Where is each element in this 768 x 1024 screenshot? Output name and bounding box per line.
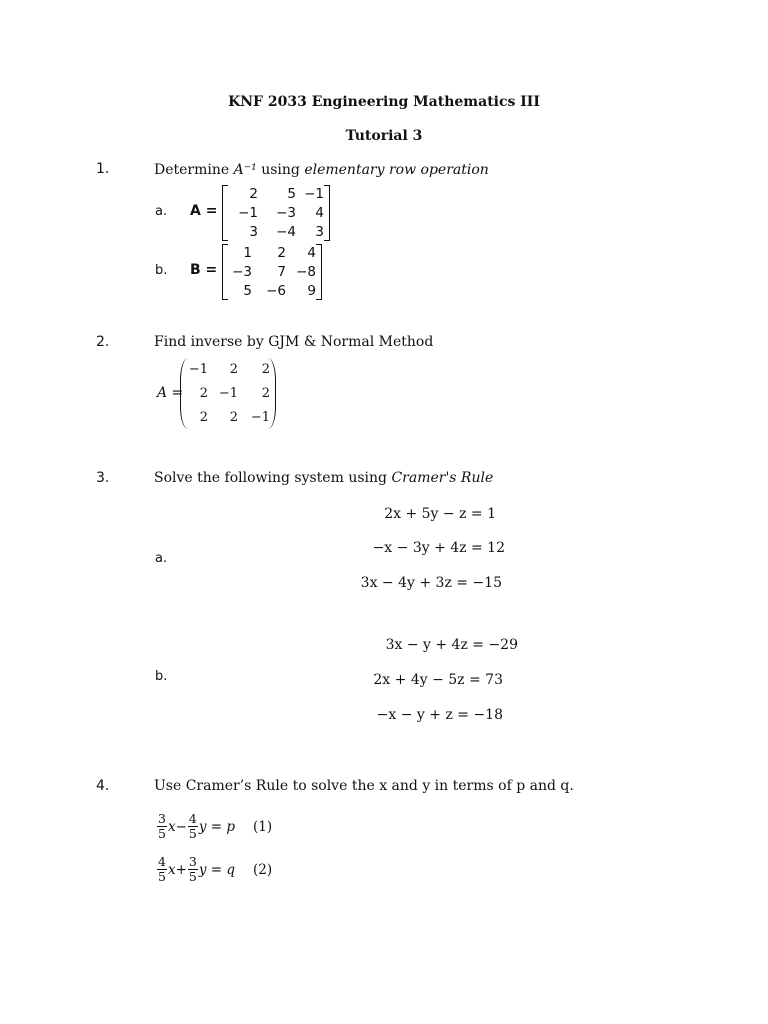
matrix-cell: 2	[199, 386, 208, 401]
term: x−	[167, 818, 187, 835]
q1a-matrix-name: A =	[190, 203, 218, 219]
matrix-cell: −8	[296, 264, 316, 280]
rhs: y = p	[198, 818, 236, 835]
numerator: 3	[188, 854, 197, 869]
q3b-equation-3: −x − y + z = −18	[376, 707, 503, 723]
matrix-a-right-bracket	[324, 185, 330, 241]
matrix-cell: 9	[307, 283, 316, 299]
denominator: 5	[158, 869, 166, 884]
matrix-cell: 2	[229, 410, 238, 425]
question-2-text: Find inverse by GJM & Normal Method	[154, 334, 434, 350]
q3a-equation-3: 3x − 4y + 3z = −15	[360, 575, 502, 591]
question-2-number: 2.	[96, 334, 110, 350]
q2-matrix-name: A =	[157, 385, 184, 401]
matrix-cell: 7	[277, 264, 286, 280]
matrix-a	[222, 185, 330, 241]
matrix-cell: −1	[218, 386, 238, 401]
question-3-prefix: Solve the following system using	[154, 470, 387, 486]
matrix-cell: 1	[243, 245, 252, 261]
q3a-equation-2: −x − 3y + 4z = 12	[372, 540, 505, 556]
q3b-equation-1: 3x − y + 4z = −29	[385, 637, 518, 653]
matrix-cell: −3	[276, 205, 296, 221]
matrix-cell: −3	[232, 264, 252, 280]
denominator: 5	[158, 826, 166, 841]
q1a-label: a.	[155, 204, 168, 219]
matrix-cell: −6	[266, 283, 286, 299]
inverse-symbol: A⁻¹	[233, 162, 257, 178]
course-title: KNF 2033 Engineering Mathematics III	[228, 94, 540, 110]
matrix-cell: −4	[276, 224, 296, 240]
matrix-q2	[180, 358, 276, 429]
matrix-cell: 2	[249, 186, 258, 202]
q3a-label: a.	[155, 551, 168, 566]
question-4-text: Use Cramer’s Rule to solve the x and y in terms of p and q.	[154, 778, 574, 794]
numerator: 3	[158, 811, 166, 826]
fraction	[157, 812, 167, 841]
q3a-equation-1: 2x + 5y − z = 1	[384, 506, 496, 522]
q4-equation-2	[156, 855, 272, 884]
q3b-label: b.	[155, 669, 168, 684]
equation-tag: (2)	[253, 861, 273, 878]
question-3-text	[154, 470, 493, 486]
matrix-cell: 4	[315, 205, 324, 221]
matrix-cell: −1	[304, 186, 324, 202]
fraction	[188, 855, 198, 884]
matrix-q2-right-paren	[268, 358, 276, 429]
question-1-prefix: Determine	[154, 162, 230, 178]
question-1-text	[154, 162, 489, 178]
matrix-a-left-bracket	[222, 185, 228, 241]
matrix-cell: 3	[249, 224, 258, 240]
question-3-method: Cramer's Rule	[391, 470, 494, 486]
matrix-cell: 5	[287, 186, 296, 202]
rhs: y = q	[198, 861, 236, 878]
matrix-cell: 2	[261, 386, 270, 401]
matrix-cell: −1	[238, 205, 258, 221]
matrix-cell: −1	[250, 410, 270, 425]
fraction	[188, 812, 198, 841]
numerator: 4	[158, 854, 166, 869]
matrix-cell: 2	[199, 410, 208, 425]
matrix-cell: 3	[315, 224, 324, 240]
question-3-number: 3.	[96, 470, 110, 486]
fraction	[157, 855, 167, 884]
question-1-mid: using	[261, 162, 300, 178]
question-1-method: elementary row operation	[304, 162, 489, 178]
matrix-cell: 2	[229, 362, 238, 377]
tutorial-title: Tutorial 3	[345, 128, 423, 144]
matrix-cell: 4	[307, 245, 316, 261]
q1b-label: b.	[155, 263, 168, 278]
matrix-cell: −1	[188, 362, 208, 377]
term: x+	[167, 861, 187, 878]
matrix-cell: 2	[277, 245, 286, 261]
numerator: 4	[188, 811, 197, 826]
matrix-b-right-bracket	[316, 244, 322, 300]
q4-equation-1	[156, 812, 272, 841]
matrix-b-left-bracket	[222, 244, 228, 300]
equation-tag: (1)	[253, 818, 273, 835]
denominator: 5	[188, 869, 197, 884]
matrix-b	[222, 244, 322, 300]
matrix-q2-left-paren	[180, 358, 188, 429]
question-1-number: 1.	[96, 161, 110, 177]
denominator: 5	[188, 826, 197, 841]
question-4-number: 4.	[96, 778, 110, 794]
matrix-cell: 5	[243, 283, 252, 299]
q1b-matrix-name: B =	[190, 262, 218, 278]
q3b-equation-2: 2x + 4y − 5z = 73	[373, 672, 503, 688]
matrix-cell: 2	[261, 362, 270, 377]
